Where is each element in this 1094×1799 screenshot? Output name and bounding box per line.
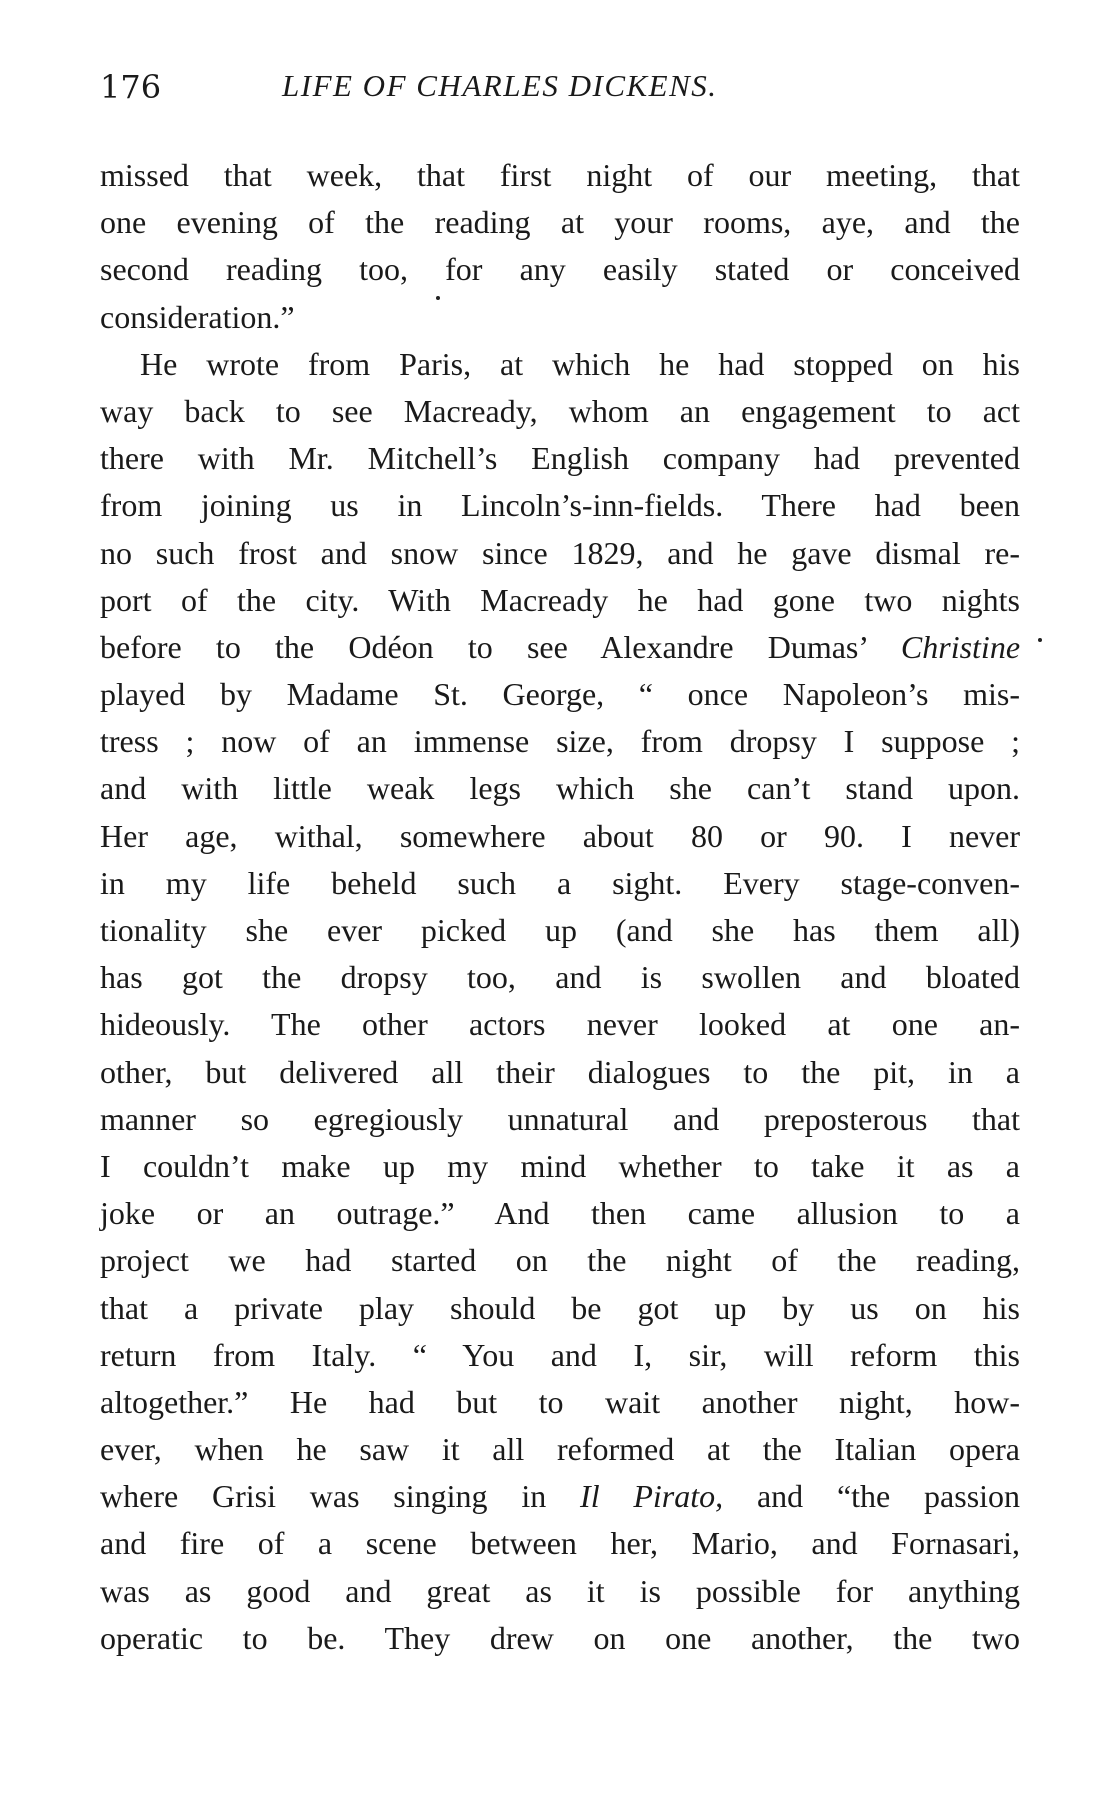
text-line-1: missed that week, that first night of our meeting, that (100, 157, 1020, 193)
page-number: 176 (100, 68, 162, 106)
text-line-22: I couldn’t make up my mind whether to take it as a (100, 1147, 1020, 1184)
text-line-26: return from Italy. “ You and I, sir, will reform this (100, 1336, 1020, 1373)
text-line-8: from joining us in Lincoln’s-inn-fields. There had been (100, 487, 1020, 524)
text-line-20: other, but delivered all their dialogues to the pit, in a (100, 1053, 1020, 1090)
text-line-19: hideously. The other actors never looked at one an- (100, 1006, 1020, 1043)
text-line-18: has got the dropsy too, and is swollen and bloated (100, 959, 1020, 996)
text-line-27: altogether.” He had but to wait another night, how- (100, 1383, 1020, 1420)
page-header (100, 68, 1000, 108)
text-line-5: He wrote from Paris, at which he had stopped on his (140, 345, 1020, 382)
text-line-10: port of the city. With Macready he had gone two nights (100, 581, 1020, 618)
text-line-25: that a private play should be got up by us on his (100, 1289, 1020, 1326)
ink-speck (436, 296, 440, 300)
text-line-16: in my life beheld such a sight. Every stage-conven- (100, 864, 1020, 901)
text-line-12: played by Madame St. George, “ once Napoleon’s mis- (100, 676, 1020, 713)
text-line-23: joke or an outrage.” And then came allusion to a (100, 1195, 1020, 1232)
text-line-31: was as good and great as it is possible for anything (100, 1572, 1020, 1609)
text-line-24: project we had started on the night of the reading, (100, 1242, 1020, 1279)
body-text (100, 152, 1020, 1662)
text-line-21: manner so egregiously unnatural and preposterous that (100, 1100, 1020, 1137)
text-line-13: tress ; now of an immense size, from dropsy I suppose ; (100, 723, 1020, 760)
text-line-6: way back to see Macready, whom an engagement to act (100, 392, 1020, 429)
text-line-28: ever, when he saw it all reformed at the Italian opera (100, 1431, 1020, 1468)
title-christine: Christine (900, 628, 1021, 665)
text-line-15: Her age, withal, somewhere about 80 or 90. I never (100, 817, 1020, 854)
text-line-14: and with little weak legs which she can’t stand upon. (100, 770, 1020, 807)
text-line-29 (100, 1473, 1020, 1520)
text-line-11 (100, 624, 1020, 671)
text-line-4: consideration.” (100, 298, 295, 335)
text-line-30: and fire of a scene between her, Mario, and Fornasari, (100, 1525, 1020, 1562)
text-line-2: one evening of the reading at your rooms, aye, and the (100, 204, 1020, 241)
text-line-29-roman: where Grisi was singing in (100, 1478, 547, 1515)
text-line-17: tionality she ever picked up (and she has them all) (100, 912, 1020, 948)
text-line-3: second reading too, for any easily stated or conceived (100, 251, 1020, 288)
text-line-7: there with Mr. Mitchell’s English company had prevented (100, 440, 1020, 477)
ink-speck (1038, 638, 1042, 642)
text-line-29-tail: and “the passion (756, 1478, 1021, 1515)
title-il-pirato: Il Pirato, (580, 1478, 724, 1515)
running-title: LIFE OF CHARLES DICKENS. (282, 68, 718, 103)
text-line-11-roman: before to the Odéon to see Alexandre Dumas’ (100, 628, 867, 665)
text-line-32: operatic to be. They drew on one another, the two (100, 1619, 1020, 1656)
text-line-9: no such frost and snow since 1829, and he gave dismal re- (100, 534, 1020, 571)
